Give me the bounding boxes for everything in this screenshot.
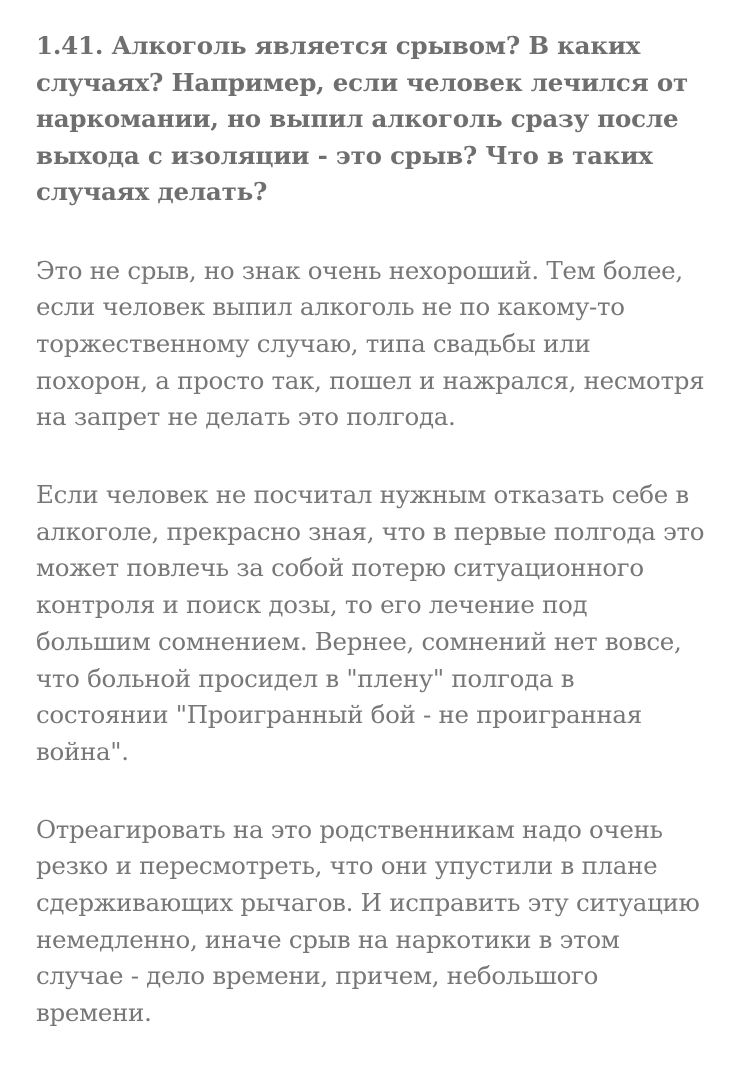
question-heading: 1.41. Алкоголь является срывом? В каких случаях? Например, если человек лечился от наркомании, но выпил алкоголь сразу после выхода с изоляции - это срыв? Что в таких случаях делать? (36, 31, 688, 206)
article (36, 28, 708, 1032)
answer-paragraph-2: Если человек не посчитал нужным отказать себе в алкоголе, прекрасно зная, что в первые полгода это может повлечь за собой потерю ситуационного контроля и поиск дозы, то его лечение под большим сомнением. Вернее, сомнений нет вовсе, что больной просидел в "плену" полгода в состоянии "Проигранный бой - не проигранная война". (36, 480, 705, 766)
answer-paragraph-3: Отреагировать на это родственникам надо очень резко и пересмотреть, что они упустили в плане сдерживающих рычагов. И исправить эту ситуацию немедленно, иначе срыв на наркотики в этом случае - дело времени, причем, небольшого времени. (36, 814, 700, 1028)
answer-paragraph-1: Это не срыв, но знак очень нехороший. Тем более, если человек выпил алкоголь не по какому-то торжественному случаю, типа свадьбы или похорон, а просто так, пошел и нажрался, несмотря на запрет не делать это полгода. (36, 255, 705, 432)
